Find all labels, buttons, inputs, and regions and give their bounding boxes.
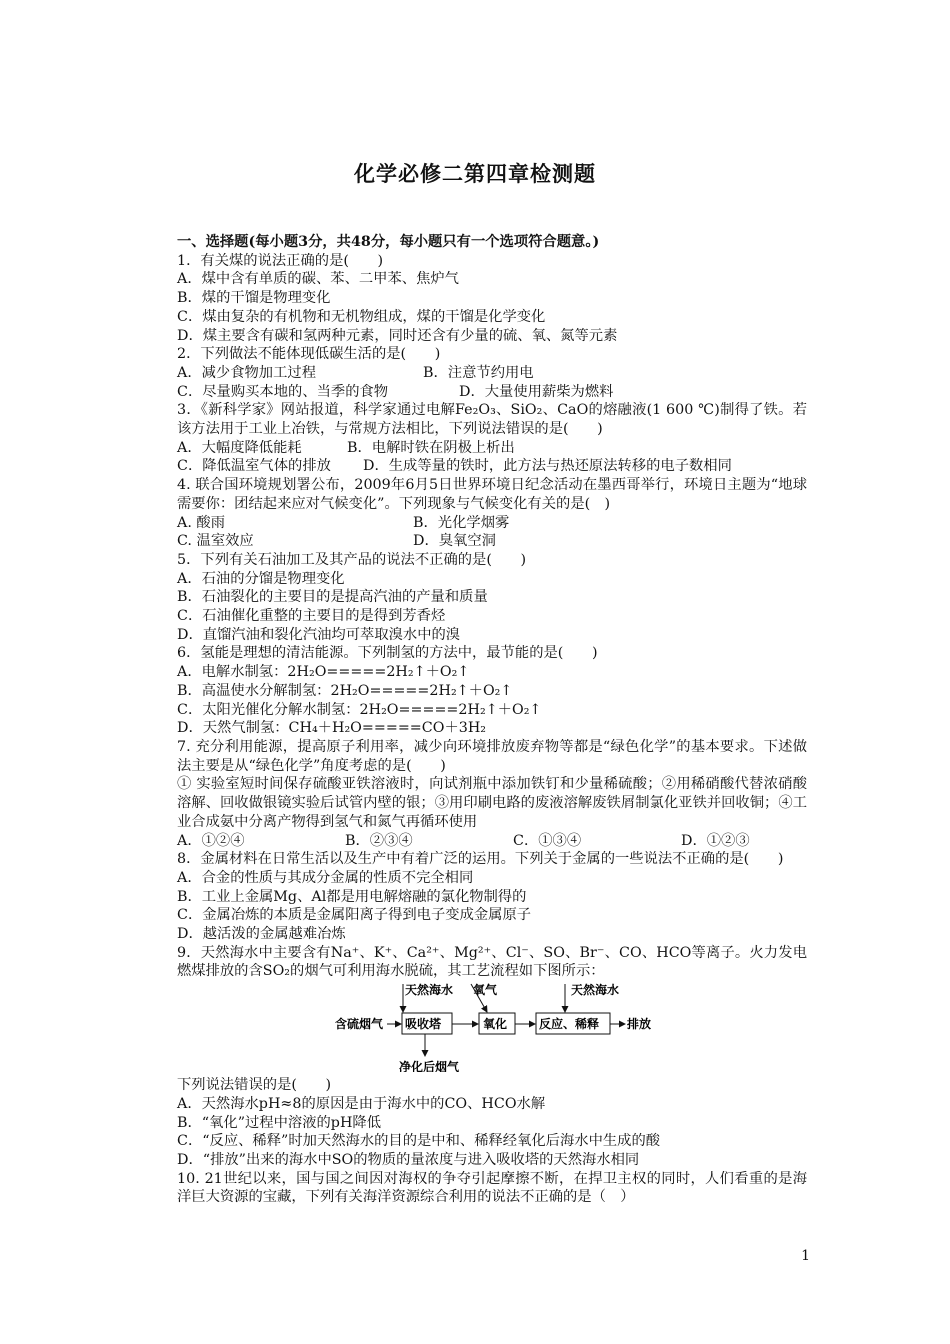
- q4-option-b: B．光化学烟雾: [413, 514, 510, 531]
- q10-stem: 10. 21世纪以来，国与国之间因对海权的争夺引起摩擦不断，在捍卫主权的同时，人们看重的是海洋巨大资源的宝藏，下列有关海洋资源综合利用的说法不正确的是（ ）: [177, 1170, 807, 1206]
- diagram-top1-label: 天然海水: [405, 983, 454, 998]
- q8-option-b: B．工业上金属Mg、Al都是用电解熔融的氯化物制得的: [177, 888, 527, 905]
- q2-stem: 2．下列做法不能体现低碳生活的是( ): [177, 346, 441, 363]
- q8-stem: 8．金属材料在日常生活以及生产中有着广泛的运用。下列关于金属的一些说法不正确的是( ): [177, 851, 784, 868]
- q2-option-c: C．尽量购买本地的、当季的食物: [177, 383, 389, 400]
- diagram-output-label: 排放: [627, 1017, 652, 1032]
- q9-option-b: B．“氧化”过程中溶液的pH降低: [177, 1114, 382, 1131]
- q1-option-d: D．煤主要含有碳和氢两种元素，同时还含有少量的硫、氧、氮等元素: [177, 327, 618, 344]
- page-title: 化学必修二第四章检测题: [354, 162, 596, 186]
- page-number: 1: [801, 1248, 810, 1264]
- q1-stem: 1．有关煤的说法正确的是( ): [177, 252, 384, 269]
- q8-option-d: D．越活泼的金属越难冶炼: [177, 926, 346, 943]
- q3-option-d: D．生成等量的铁时，此方法与热还原法转移的电子数相同: [363, 458, 732, 475]
- q5-stem: 5．下列有关石油加工及其产品的说法不正确的是( ): [177, 551, 527, 568]
- q5-option-b: B．石油裂化的主要目的是提高汽油的产量和质量: [177, 589, 488, 606]
- q4-options-row2: [177, 532, 807, 551]
- q6-option-d: D．天然气制氢：CH₄＋H₂O=====CO＋3H₂: [177, 720, 487, 737]
- q4-option-d: D．臭氧空洞: [413, 533, 496, 550]
- q6-stem: 6．氢能是理想的清洁能源。下列制氢的方法中，最节能的是( ): [177, 645, 598, 662]
- q3-option-a: A．大幅度降低能耗: [177, 439, 302, 456]
- q1-option-a: A．煤中含有单质的碳、苯、二甲苯、焦炉气: [177, 271, 459, 288]
- q3-stem: 3．《新科学家》网站报道，科学家通过电解Fe₂O₃、SiO₂、CaO的熔融液(1 600 ℃)制得了铁。若该方法用于工业上冶铁，与常规方法相比，下列说法错误的是( ): [177, 402, 807, 438]
- q9-option-d: D．“排放”出来的海水中SO的物质的量浓度与进入吸收塔的天然海水相同: [177, 1151, 640, 1168]
- diagram-box1-label: 吸收塔: [405, 1017, 442, 1032]
- q7-stem: 7. 充分利用能源，提高原子利用率，减少向环境排放废弃物等都是“绿色化学”的基本要求。下述做法主要是从“绿色化学”角度考虑的是( ): [177, 738, 807, 774]
- q7-option-a: A．①②④: [177, 832, 245, 849]
- q2-option-b: B．注意节约用电: [423, 364, 534, 381]
- q3-options-row2: [177, 457, 807, 476]
- q3-option-b: B．电解时铁在阴极上析出: [347, 439, 515, 456]
- q2-option-d: D．大量使用薪柴为燃料: [459, 383, 614, 400]
- q3-option-c: C．降低温室气体的排放: [177, 458, 331, 475]
- q2-options-row2: [177, 383, 807, 402]
- q8-option-a: A．合金的性质与其成分金属的性质不完全相同: [177, 869, 474, 886]
- diagram-top2-label: 氧气: [473, 983, 498, 998]
- q5-option-a: A．石油的分馏是物理变化: [177, 570, 345, 587]
- q9-option-a: A．天然海水pH≈8的原因是由于海水中的CO、HCO水解: [177, 1095, 546, 1112]
- q2-option-a: A．减少食物加工过程: [177, 364, 316, 381]
- diagram-top3-label: 天然海水: [571, 983, 620, 998]
- q6-option-c: C．太阳光催化分解水制氢：2H₂O=====2H₂↑＋O₂↑: [177, 701, 542, 718]
- q9-flow-diagram: [177, 982, 807, 1074]
- section-heading: 一、选择题(每小题3分，共48分，每小题只有一个选项符合题意。): [177, 234, 600, 250]
- q2-options-row1: [177, 364, 807, 383]
- diagram-box2-label: 氧化: [483, 1017, 508, 1032]
- diagram-input-label: 含硫烟气: [335, 1017, 384, 1032]
- diagram-bottom-label: 净化后烟气: [399, 1060, 460, 1073]
- q1-option-c: C．煤由复杂的有机物和无机物组成，煤的干馏是化学变化: [177, 308, 546, 325]
- q6-option-b: B．高温使水分解制氢：2H₂O=====2H₂↑＋O₂↑: [177, 682, 513, 699]
- q7-detail: ① 实验室短时间保存硫酸亚铁溶液时，向试剂瓶中添加铁钉和少量稀硫酸；②用稀硝酸代替浓硝酸溶解、回收做银镜实验后试管内壁的银；③用印刷电路的废液溶解废铁屑制氯化亚铁并回收铜；④工业合成氨中分离产物得到氢气和氮气再循环使用: [177, 776, 807, 830]
- q4-option-a: A. 酸雨: [177, 514, 226, 531]
- q7-option-d: D．①②③: [681, 832, 750, 849]
- q9-option-c: C．“反应、稀释”时加天然海水的目的是中和、稀释经氧化后海水中生成的酸: [177, 1133, 661, 1150]
- q1-option-b: B．煤的干馏是物理变化: [177, 290, 331, 307]
- q7-option-b: B．②③④: [345, 832, 413, 849]
- flow-diagram-svg: [335, 982, 665, 1072]
- q5-option-d: D．直馏汽油和裂化汽油均可萃取溴水中的溴: [177, 626, 461, 643]
- q9-lead: 下列说法错误的是( ): [177, 1077, 332, 1094]
- q8-option-c: C．金属冶炼的本质是金属阳离子得到电子变成金属原子: [177, 907, 532, 924]
- question-list: [177, 233, 807, 1207]
- q7-options-row: [177, 832, 807, 851]
- q3-options-row1: [177, 439, 807, 458]
- q4-options-row1: [177, 514, 807, 533]
- q6-option-a: A．电解水制氢：2H₂O=====2H₂↑＋O₂↑: [177, 664, 470, 681]
- q7-option-c: C．①③④: [513, 832, 582, 849]
- q4-stem: 4. 联合国环境规划署公布，2009年6月5日世界环境日纪念活动在墨西哥举行，环境日主题为“地球需要你：团结起来应对气候变化”。下列现象与气候变化有关的是( ): [177, 477, 807, 512]
- q4-option-c: C. 温室效应: [177, 533, 254, 550]
- q5-option-c: C．石油催化重整的主要目的是得到芳香烃: [177, 608, 446, 625]
- diagram-box3-label: 反应、稀释: [539, 1017, 600, 1032]
- q9-stem: 9．天然海水中主要含有Na⁺、K⁺、Ca²⁺、Mg²⁺、Cl⁻、SO、Br⁻、CO、HCO等离子。火力发电燃煤排放的含SO₂的烟气可利用海水脱硫，其工艺流程如下图所示：: [177, 944, 807, 980]
